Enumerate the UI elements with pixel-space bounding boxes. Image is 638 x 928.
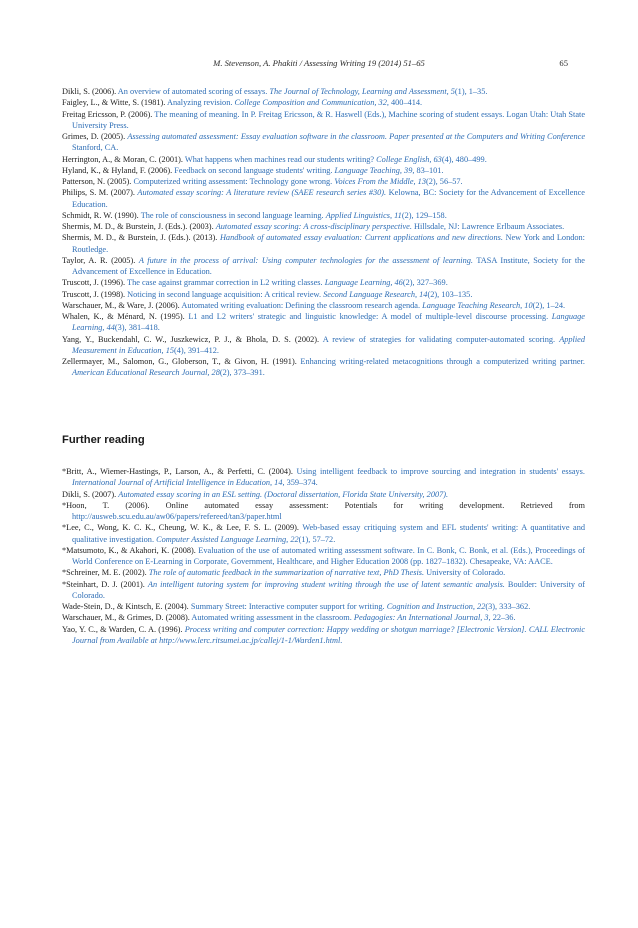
reference-title-link[interactable]: The meaning of meaning. [154, 109, 242, 119]
reference-authors: Freitag Ericsson, P. (2006). [62, 109, 155, 119]
reference-title-link[interactable]: The case against grammar correction in L2 writing classes. [127, 278, 325, 288]
reference-source-link[interactable]: Cognition and Instruction, 22 [386, 602, 486, 611]
reference-list [62, 86, 585, 379]
reference-details: University of Colorado. [424, 568, 506, 578]
reference-source-link[interactable]: Pedagogies: An International Journal, 3 [353, 613, 489, 623]
reference-authors: Shermis, M. D., & Burstein, J. (Eds.). (2013). [62, 233, 220, 243]
reference-title-link[interactable]: An overview of automated scoring of essays. [117, 87, 270, 96]
reference-details: (2), 56–57. [425, 177, 463, 186]
reference-authors: *Hoon, T. (2006). Online automated essay assessment: Potentials for writing development. Retrieved from [62, 500, 585, 510]
reference-entry [62, 500, 585, 523]
reference-details: (2), 373–391. [219, 368, 265, 378]
reference-title-link[interactable]: Automated writing evaluation: Defining the classroom research agenda. [181, 300, 423, 310]
further-reading-list [62, 466, 585, 646]
reference-details: , 83–101. [412, 165, 444, 175]
reference-source-link[interactable]: The Journal of Technology, Learning and Assessment, 5 [269, 87, 455, 96]
reference-authors: *Lee, C., Wong, K. C. K., Cheung, W. K., & Lee, F. S. L. (2009). [62, 523, 303, 533]
reference-details: , 22–36. [488, 613, 516, 623]
reference-entry [62, 489, 585, 500]
reference-entry [62, 86, 585, 97]
reference-source-link[interactable]: Voices From the Middle, 13 [334, 177, 426, 186]
reference-entry [62, 466, 585, 489]
page-number: 65 [559, 58, 568, 68]
reference-authors: *Steinhart, D. J. (2001). [62, 579, 148, 589]
reference-details: (1), 1–35. [454, 87, 488, 96]
reference-authors: Dikli, S. (2006). [62, 87, 118, 96]
reference-entry [62, 601, 585, 612]
reference-entry [62, 232, 585, 255]
reference-details: Kelowna, BC: Society for the Advancement of Excellence Education. [72, 188, 585, 209]
reference-details: , 400–414. [386, 98, 423, 108]
reference-authors: Warschauer, M., & Grimes, D. (2008). [62, 613, 192, 623]
reference-source-link[interactable]: The role of automatic feedback in the summarization of narrative text, PhD Thesis. [148, 568, 425, 578]
reference-entry [62, 567, 585, 578]
reference-source-link[interactable]: Process writing and computer correction: Happy wedding or shotgun marriage? [Electronic Version]. CALL Electronic Journal from Available at http://www.lerc.ritsumei.ac.jp/callej/1-1/Warden1.html. [72, 624, 585, 645]
section-heading-further-reading: Further reading [62, 434, 145, 446]
reference-details: (2), 327–369. [402, 278, 448, 288]
reference-title-link[interactable]: Web-based essay critiquing system and EFL students' writing: A quantitative and qualitative investigation. [72, 523, 586, 544]
reference-title-link[interactable]: Analyzing revision. [166, 98, 235, 108]
reference-details: (4), 391–412. [174, 345, 219, 355]
reference-source-link[interactable]: Language Learning, 46 [324, 278, 403, 288]
reference-title-link[interactable]: A review of strategies for validating computer-automated scoring. [322, 334, 560, 344]
reference-authors: Philips, S. M. (2007). [62, 188, 138, 198]
running-title: M. Stevenson, A. Phakiti / Assessing Writing 19 (2014) 51–65 [213, 58, 425, 68]
reference-authors: *Britt, A., Wiemer-Hastings, P., Larson, A., & Perfetti, C. (2004). [62, 467, 297, 476]
reference-authors: Schmidt, R. W. (1990). [62, 210, 141, 220]
reference-entry [62, 97, 585, 108]
reference-authors: Shermis, M. D., & Burstein, J. (Eds.). (2003). [62, 222, 216, 231]
reference-authors: Faigley, L., & Witte, S. (1981). [62, 98, 167, 108]
reference-title-link[interactable]: Computerized writing assessment: Technology gone wrong. [133, 177, 335, 186]
reference-title-link[interactable]: Enhancing writing-related metacognitions through a computerized writing partner. [300, 357, 585, 366]
reference-entry [62, 255, 585, 278]
reference-authors: Whalen, K., & Ménard, N. (1995). [62, 312, 189, 321]
reference-entry [62, 579, 585, 602]
reference-details: (1), 57–72. [298, 534, 336, 544]
reference-details: (4), 480–499. [441, 154, 487, 164]
reference-entry [62, 165, 585, 176]
reference-details: Boulder: University of Colorado. [72, 579, 585, 600]
reference-title-link[interactable]: What happens when machines read our students writing? [184, 154, 377, 164]
reference-entry [62, 277, 585, 288]
reference-authors: Truscott, J. (1996). [62, 278, 128, 288]
reference-authors: Truscott, J. (1998). [62, 289, 128, 299]
reference-authors: Yang, Y., Buckendahl, C. W., Juszkewicz, P. J., & Bhola, D. S. (2002). [62, 334, 323, 344]
reference-source-link[interactable]: Automated essay scoring: A literature review (SAEE research series #30). [137, 188, 387, 198]
reference-entry [62, 210, 585, 221]
reference-authors: Warschauer, M., & Ware, J. (2006). [62, 300, 182, 310]
reference-entry [62, 109, 585, 132]
reference-authors: Grimes, D. (2005). [62, 132, 128, 141]
reference-source-link[interactable]: American Educational Research Journal, 28 [72, 368, 220, 378]
reference-source-link[interactable]: Language Teaching, 39 [334, 165, 413, 175]
reference-details: Hillsdale, NJ: Lawrence Erlbaum Associates. [411, 222, 565, 231]
reference-details: (2), 103–135. [427, 289, 473, 299]
reference-source-link[interactable]: Language Learning, 44 [72, 312, 585, 333]
reference-entry [62, 334, 585, 357]
reference-authors: Patterson, N. (2005). [62, 177, 134, 186]
reference-title-link[interactable]: Using intelligent feedback to improve sourcing and integration in students' essays. [296, 467, 585, 476]
reference-authors: Hyland, K., & Hyland, F. (2006). [62, 165, 175, 175]
reference-details: In C. Bonk, C. Bonk, et al. (Eds.), Proceedings of World Conference on E-Learning in Corporate, Government, Healthcare, and Higher Education 2008 (pp. 1827–1832). Chesapeake, VA: AACE. [72, 545, 586, 566]
reference-details: (3), 381–418. [114, 323, 160, 333]
reference-source-link[interactable]: Applied Linguistics, 11 [325, 210, 402, 220]
reference-entry [62, 176, 585, 187]
reference-entry [62, 187, 585, 210]
reference-entry [62, 545, 585, 568]
reference-details: In P. Freitag Ericsson, & R. Haswell (Eds.), Machine scoring of student essays. Logan Utah: Utah State University Press. [72, 109, 586, 130]
reference-authors: *Schreiner, M. E. (2002). [62, 568, 149, 578]
reference-entry [62, 356, 585, 379]
reference-source-link[interactable]: An intelligent tutoring system for improving student writing through the use of latent semantic analysis. [147, 579, 505, 589]
reference-authors: Yao, Y. C., & Warden, C. A. (1996). [62, 624, 185, 634]
reference-details: Stanford, CA. [72, 143, 119, 153]
reference-entry [62, 311, 585, 334]
reference-details: (2), 129–158. [401, 210, 447, 220]
reference-details: , 359–374. [282, 478, 318, 488]
reference-source-link[interactable]: Second Language Research, 14 [323, 289, 428, 299]
reference-title-link[interactable]: Noticing in second language acquisition: A critical review. [127, 289, 324, 299]
reference-entry [62, 154, 585, 165]
reference-title-link[interactable]: Automated writing assessment in the classroom. [191, 613, 354, 623]
reference-entry [62, 300, 585, 311]
reference-details: (2), 1–24. [532, 300, 566, 310]
reference-source-link[interactable]: Assessing automated assessment: Essay evaluation software in the classroom. Paper presented at the Computers and Writing Conference [127, 132, 585, 141]
reference-entry [62, 221, 585, 232]
reference-authors: Dikli, S. (2007). [62, 489, 119, 499]
reference-source-link[interactable]: Applied Measurement in Education, 15 [72, 334, 585, 355]
reference-authors: Wade-Stein, D., & Kintsch, E. (2004). [62, 602, 191, 611]
reference-title-link[interactable]: Evaluation of the use of automated writing assessment software. [198, 545, 418, 555]
reference-source-link[interactable]: Computer Assisted Language Learning, 22 [156, 534, 299, 544]
reference-details: New York and London: Routledge. [72, 233, 585, 254]
reference-authors: Taylor, A. R. (2005). [62, 255, 139, 265]
reference-details: (3), 333–362. [485, 602, 531, 611]
reference-source-link[interactable]: A future in the process of arrival: Using computer technologies for the assessment of learning. [138, 255, 473, 265]
reference-source-link[interactable]: International Journal of Artificial Intelligence in Education, 14 [72, 478, 283, 488]
running-header [0, 58, 638, 72]
reference-title-link[interactable]: http://ausweb.scu.edu.au/aw06/papers/refereed/tan3/paper.html [72, 512, 282, 521]
reference-authors: Zellermayer, M., Salomon, G., Globerson, T., & Givon, H. (1991). [62, 357, 301, 366]
reference-title-link[interactable]: L1 and L2 writers' strategic and linguistic knowledge: A model of multiple-level discourse processing. [188, 312, 552, 321]
reference-details: TASA Institute, Society for the Advancement of Excellence in Education. [72, 255, 585, 276]
reference-entry [62, 612, 585, 623]
reference-authors: Herrington, A., & Moran, C. (2001). [62, 154, 185, 164]
reference-entry [62, 522, 585, 545]
reference-entry [62, 289, 585, 300]
reference-title-link[interactable]: Summary Street: Interactive computer support for writing. [190, 602, 387, 611]
reference-authors: *Matsumoto, K., & Akahori, K. (2008). [62, 545, 199, 555]
reference-source-link[interactable]: Automated essay scoring: A cross-disciplinary perspective. [215, 222, 412, 231]
reference-source-link[interactable]: Automated essay scoring in an ESL setting. (Doctoral dissertation, Florida State University, 2007). [118, 489, 449, 499]
reference-source-link[interactable]: College English, 63 [376, 154, 442, 164]
reference-entry [62, 131, 585, 154]
reference-title-link[interactable]: Feedback on second language students' writing. [174, 165, 335, 175]
reference-source-link[interactable]: Language Teaching Research, 10 [422, 300, 533, 310]
reference-source-link[interactable]: College Composition and Communication, 32 [234, 98, 387, 108]
reference-source-link[interactable]: Handbook of automated essay evaluation: Current applications and new directions. [219, 233, 503, 243]
reference-entry [62, 624, 585, 647]
reference-title-link[interactable]: The role of consciousness in second language learning. [140, 210, 326, 220]
